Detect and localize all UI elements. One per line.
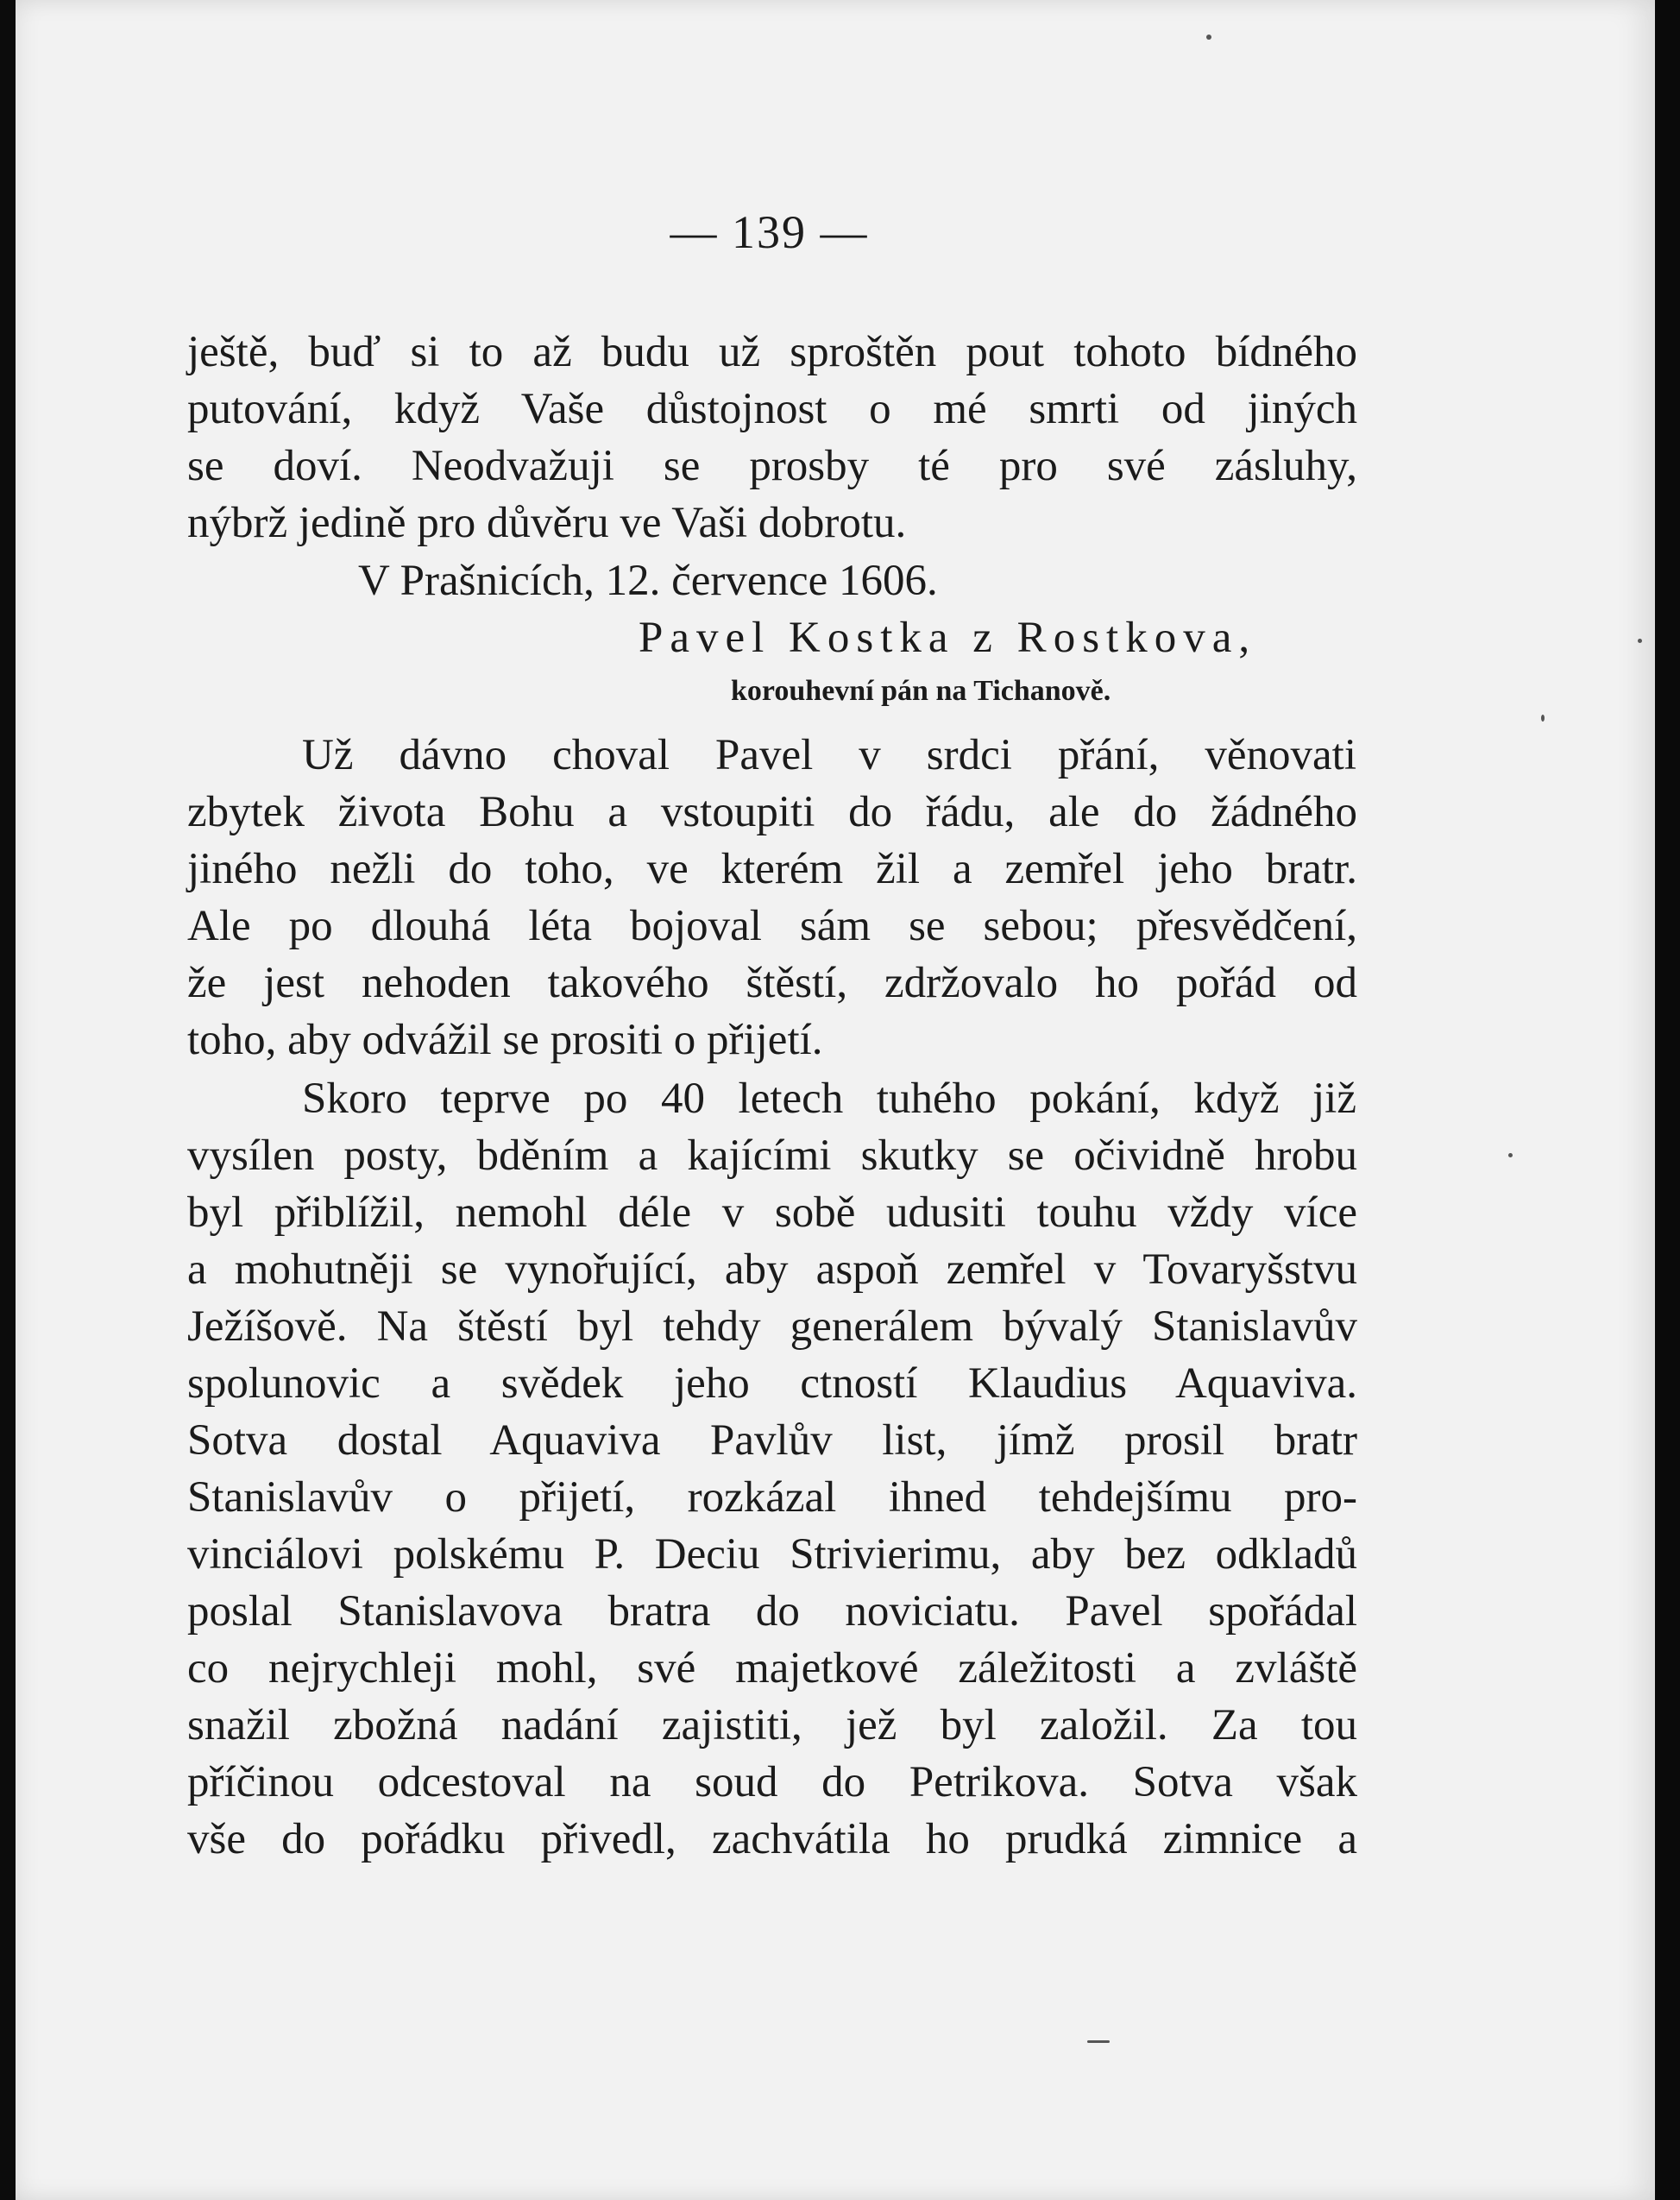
page-number: — 139 — <box>670 206 869 258</box>
date-line: V Prašnicích, 12. července 1606. <box>358 557 938 605</box>
paragraph-line: a mohutněji se vynořující, aby aspoň zemřel v Tovaryšstvu <box>187 1245 1357 1294</box>
paragraph-line: Už dávno choval Pavel v srdci přání, věnovati <box>302 731 1356 779</box>
scan-speck <box>1638 639 1642 643</box>
paragraph-line: že jest nehoden takového štěstí, zdržovalo ho pořád od <box>187 959 1357 1007</box>
paragraph-line: Ježíšově. Na štěstí byl tehdy generálem bývalý Stanislavův <box>187 1302 1357 1351</box>
paragraph-line: příčinou odcestoval na soud do Petrikova. Sotva však <box>187 1758 1357 1806</box>
signature-name: Pavel Kostka z Rostkova, <box>639 614 1257 662</box>
paragraph-line: snažil zbožná nadání zajistiti, jež byl založil. Za tou <box>187 1701 1357 1749</box>
paragraph-line: jiného nežli do toho, ve kterém žil a zemřel jeho bratr. <box>187 845 1357 893</box>
paragraph-line: toho, aby odvážil se prositi o přijetí. <box>187 1016 823 1064</box>
letter-line: se doví. Neodvažuji se prosby té pro své zásluhy, <box>187 442 1357 490</box>
scan-speck <box>1206 35 1211 40</box>
scan-speck <box>1508 1153 1513 1157</box>
scan-speck <box>1541 715 1545 722</box>
letter-line: putování, když Vaše důstojnost o mé smrti od jiných <box>187 385 1357 433</box>
paragraph-line: byl přiblížil, nemohl déle v sobě udusiti touhu vždy více <box>187 1188 1357 1237</box>
signature-title: korouhevní pán na Tichanově. <box>731 675 1111 707</box>
paragraph-line: Sotva dostal Aquaviva Pavlův list, jímž prosil bratr <box>187 1416 1357 1465</box>
scan-edge <box>1655 0 1680 2200</box>
paragraph-line: vysílen posty, bděním a kajícími skutky se očividně hrobu <box>187 1132 1357 1180</box>
scan-speck <box>1087 2040 1110 2043</box>
paragraph-line: Skoro teprve po 40 letech tuhého pokání, když již <box>302 1075 1356 1123</box>
paragraph-line: Stanislavův o přijetí, rozkázal ihned tehdejšímu pro- <box>187 1473 1357 1522</box>
paragraph-line: zbytek života Bohu a vstoupiti do řádu, ale do žádného <box>187 788 1357 836</box>
paragraph-line: poslal Stanislavova bratra do noviciatu. Pavel spořádal <box>187 1587 1357 1636</box>
letter-line: ještě, buď si to až budu už sproštěn pout tohoto bídného <box>187 328 1357 376</box>
paragraph-line: spolunovic a svědek jeho ctností Klaudius Aquaviva. <box>187 1359 1357 1408</box>
paragraph-line: Ale po dlouhá léta bojoval sám se sebou; přesvědčení, <box>187 902 1357 950</box>
letter-line: nýbrž jedině pro důvěru ve Vaši dobrotu. <box>187 499 907 547</box>
paragraph-line: co nejrychleji mohl, své majetkové záležitosti a zvláště <box>187 1644 1357 1693</box>
paragraph-line: vinciálovi polskému P. Deciu Strivierimu, aby bez odkladů <box>187 1530 1357 1579</box>
paragraph-line: vše do pořádku přivedl, zachvátila ho prudká zimnice a <box>187 1815 1357 1863</box>
